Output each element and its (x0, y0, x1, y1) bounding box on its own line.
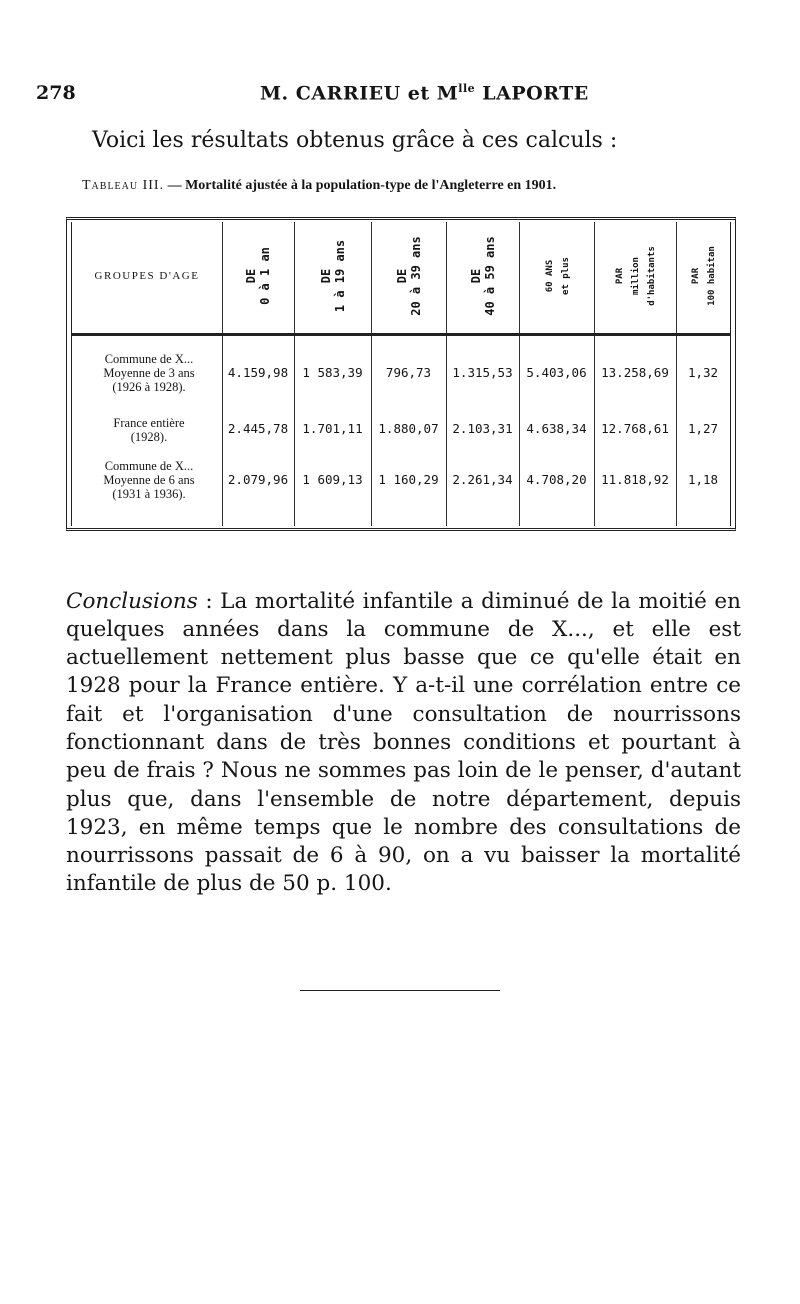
header-rule (72, 333, 730, 336)
col-header-40-59: DE 40 à 59 ans (468, 236, 497, 316)
table-cell: 1 583,39 (302, 365, 363, 380)
table-cell: 12.768,61 (601, 421, 669, 436)
table-cell: 1 609,13 (302, 472, 363, 487)
table-cell: 1.701,11 (302, 421, 363, 436)
table-cell: 796,73 (385, 365, 432, 380)
table-cell: 4.708,20 (526, 472, 587, 487)
running-title: M. CARRIEU et $M^{lle}$ LAPORTE (260, 82, 589, 105)
col-header-20-39: DE 20 à 39 ans (394, 236, 423, 316)
table-cell: 2.261,34 (452, 472, 513, 487)
table-title: — Mortalité ajustée à la population-type de l'Angleterre en 1901. (167, 178, 557, 193)
row-group-label: Commune de X... Moyenne de 6 ans (1931 à 1936). (103, 459, 195, 501)
intro-sentence: Voici les résultats obtenus grâce à ces calculs : (92, 128, 618, 153)
table-cell: 2.445,78 (227, 421, 289, 436)
conclusions-paragraph (66, 588, 741, 899)
row-group-label: Commune de X... Moyenne de 3 ans (1926 à 1928). (103, 352, 195, 394)
col-header-60-plus: 60 ANS et plus (544, 257, 571, 295)
table-cell: 11.818,92 (601, 472, 669, 487)
running-head (36, 82, 736, 108)
table-cell: 5.403,06 (526, 365, 587, 380)
mortality-table (66, 217, 736, 531)
table-cell: 1 160,29 (378, 472, 439, 487)
table-cell: 2.079,96 (227, 472, 289, 487)
conclusions-label: Conclusions (66, 588, 198, 614)
col-header-per-million: PAR million d'habitants (615, 246, 657, 306)
table-cell: 1,18 (687, 472, 719, 487)
group-header: GROUPES D'AGE (94, 270, 200, 282)
table-cell: 1,27 (687, 421, 719, 436)
conclusions-text: : La mortalité infantile a diminué de la moitié en quelques années dans la commune de X..., et elle est actuellement nettement plus basse que ce qu'elle était en 1928 pour la France entière. Y a-t-il une corrélation entre ce fait et l'organisation d'une consultation de nourrissons fonctionnant dans de très bonnes conditions et pourtant à peu de frais ? Nous ne sommes pas loin de le penser, d'autant plus que, dans l'ensemble de notre département, depuis 1923, en même temps que le nombre des consultations de nourrissons passait de 6 à 90, on a vu baisser la mortalité infantile de plus de 50 p. 100. (66, 588, 741, 897)
col-header-1-19: DE 1 à 19 ans (318, 239, 347, 313)
table-caption (82, 178, 556, 194)
table-label: Tableau III. (82, 178, 165, 193)
table-cell: 4.159,98 (227, 365, 289, 380)
page-number: 278 (36, 82, 76, 104)
row-group-label: France entière (1928). (113, 416, 185, 444)
section-end-rule (300, 990, 500, 991)
table-cell: 2.103,31 (452, 421, 513, 436)
col-header-per-100: PAR 100 habitan (691, 246, 717, 306)
table-cell: 4.638,34 (526, 421, 587, 436)
col-header-0-1: DE 0 à 1 an (244, 247, 272, 305)
table-cell: 13.258,69 (601, 365, 669, 380)
table-cell: 1.315,53 (452, 365, 513, 380)
table-cell: 1,32 (687, 365, 719, 380)
table-cell: 1.880,07 (378, 421, 439, 436)
table-body (71, 222, 731, 526)
